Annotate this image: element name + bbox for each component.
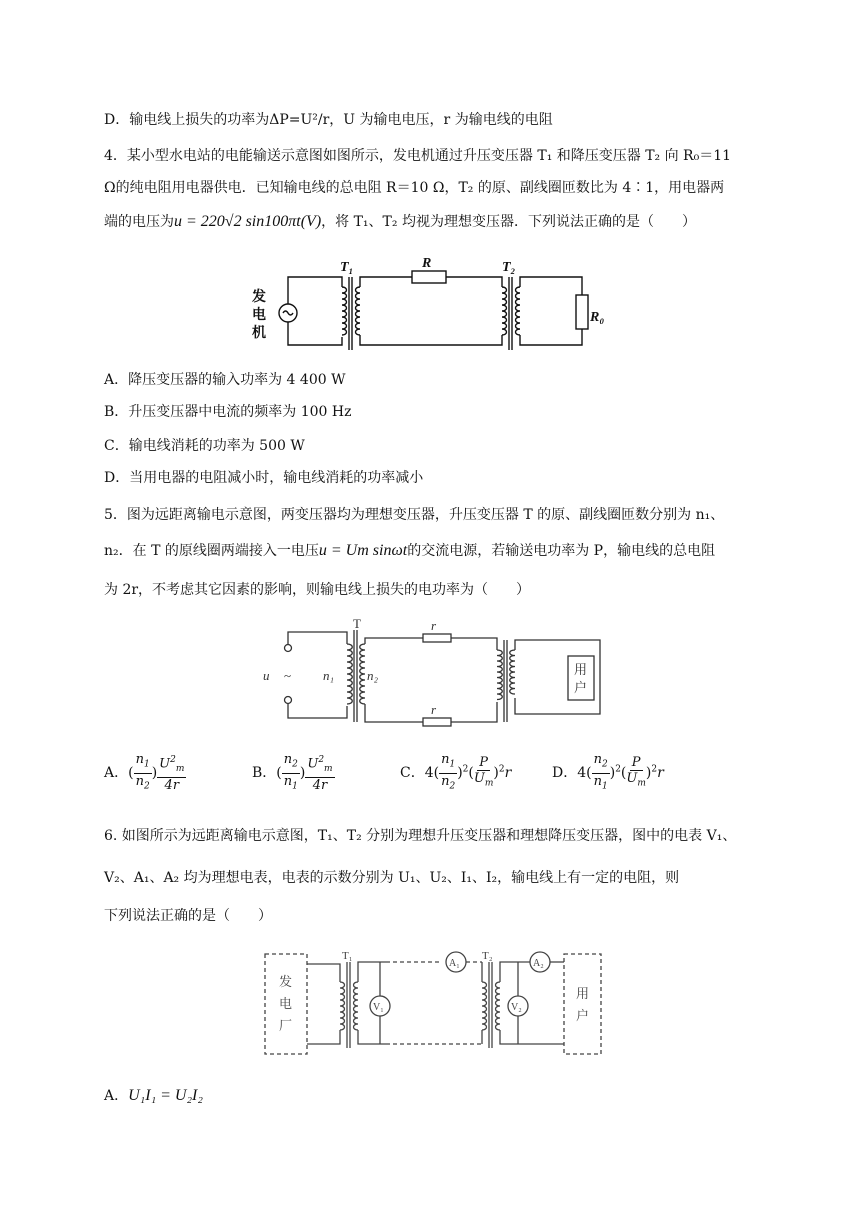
q4-option-a: A．降压变压器的输入功率为 4 400 W: [104, 372, 346, 388]
q6-t2-label: T₂: [482, 950, 493, 962]
q5-stem-post: 的交流电源，若输送电功率为 P，输电线的总电阻: [407, 543, 716, 559]
q5-option-c: C．4( $\frac{n_1}{n_2}$ )$^2$( $\frac{P}{U_m}$ )$^2$r: [400, 752, 512, 792]
q4-resistor-r0: [576, 295, 588, 329]
q4-r-label: R: [422, 256, 432, 271]
q4-circuit-diagram: [240, 255, 605, 355]
q4-gen-label-1: 发: [252, 290, 266, 305]
q5-tilde: ~: [284, 668, 292, 683]
q6-user-label-2: 户: [576, 1008, 590, 1023]
q6-v1-meter: V₁: [373, 1002, 384, 1013]
q6-a1-meter: A₁: [449, 958, 460, 969]
q5-option-d: D．4( $\frac{n_2}{n_1}$ )$^2$( $\frac{P}{U_m}$ )$^2$r: [552, 752, 664, 792]
q5-r-top-label: r: [431, 618, 437, 633]
q5-u-label: u: [263, 668, 270, 683]
q4-t1-label: T₁: [340, 260, 354, 275]
q5-voltage-equation: u = Um sinωt: [318, 542, 408, 559]
q6-plant-label-3: 厂: [279, 1018, 293, 1033]
q5-circuit-diagram: [255, 618, 610, 733]
q6-stem-line2: V₂、A₁、A₂ 均为理想电表，电表的示数分别为 U₁、U₂、I₁、I₂，输电线上有一定的电阻，则: [104, 870, 680, 886]
q6-t1-label: T₁: [342, 950, 353, 962]
q5-user-label-1: 用: [574, 662, 588, 677]
q4-stem-line2: Ω的纯电阻用电器供电．已知输电线的总电阻 R＝10 Ω，T₂ 的原、副线圈匝数比为 4∶1，用电器两: [104, 180, 725, 196]
q5-stem-line3: 为 2r，不考虑其它因素的影响，则输电线上损失的电功率为（ ）: [104, 582, 531, 598]
q3-option-d: D．输电线上损失的功率为ΔP=U²/r，U 为输电电压，r 为输电线的电阻: [104, 112, 553, 128]
q6-plant-label-1: 发: [279, 974, 293, 989]
q5-stem-line2: [104, 541, 715, 561]
q6-circuit-diagram: [262, 948, 604, 1060]
q6-a2-meter: A₂: [533, 958, 544, 969]
q4-voltage-equation: u = 220√2 sin100πt(V): [174, 213, 322, 230]
q4-option-d: D．当用电器的电阻减小时，输电线消耗的功率减小: [104, 470, 424, 486]
q4-stem-pre: 端的电压为: [104, 214, 174, 230]
q5-option-a: A．( $\frac{n_1}{n_2}$ ) $\frac{U^2_m}{4r}$: [104, 752, 185, 794]
q5-r-bottom-label: r: [431, 702, 437, 717]
q4-gen-label-3: 机: [252, 326, 266, 341]
q6-option-a: A．U₁I₁ = U₂I₂: [104, 1087, 203, 1104]
q4-option-c: C．输电线消耗的功率为 500 W: [104, 438, 305, 454]
q4-resistor-r: [412, 271, 446, 283]
q5-t-label: T: [353, 616, 361, 631]
q4-stem-line3: [104, 212, 696, 232]
q6-user-label-1: 用: [576, 986, 590, 1001]
q6-option-a-equation: U₁I₁ = U₂I₂: [128, 1087, 203, 1104]
q6-stem-line3: 下列说法正确的是（ ）: [104, 908, 272, 924]
q5-stem-pre: n₂．在 T 的原线圈两端接入一电压: [104, 543, 319, 559]
q4-t2-label: T₂: [502, 260, 516, 275]
q5-stem-line1: 5．图为远距离输电示意图，两变压器均为理想变压器，升压变压器 T 的原、副线圈匝数分别为 n₁、: [104, 507, 725, 523]
q5-n2-label: n₂: [367, 668, 379, 683]
q4-gen-label-2: 电: [252, 308, 266, 323]
q4-r0-label: R₀: [590, 310, 605, 325]
q5-n1-label: n₁: [323, 668, 335, 683]
q6-plant-label-2: 电: [279, 996, 293, 1011]
q4-stem-post: ，将 T₁、T₂ 均视为理想变压器．下列说法正确的是（ ）: [321, 214, 696, 230]
q4-stem-line1: 4．某小型水电站的电能输送示意图如图所示，发电机通过升压变压器 T₁ 和降压变压器 T₂ 向 R₀＝11: [104, 148, 732, 164]
q6-stem-line1: 6. 如图所示为远距离输电示意图，T₁、T₂ 分别为理想升压变压器和理想降压变压器，图中的电表 V₁、: [104, 828, 737, 844]
q5-user-label-2: 户: [574, 680, 588, 695]
q4-option-b: B．升压变压器中电流的频率为 100 Hz: [104, 404, 352, 420]
q5-option-b: B．( $\frac{n_2}{n_1}$ ) $\frac{U^2_m}{4r}$: [252, 752, 333, 794]
q6-v2-meter: V₂: [511, 1002, 522, 1013]
